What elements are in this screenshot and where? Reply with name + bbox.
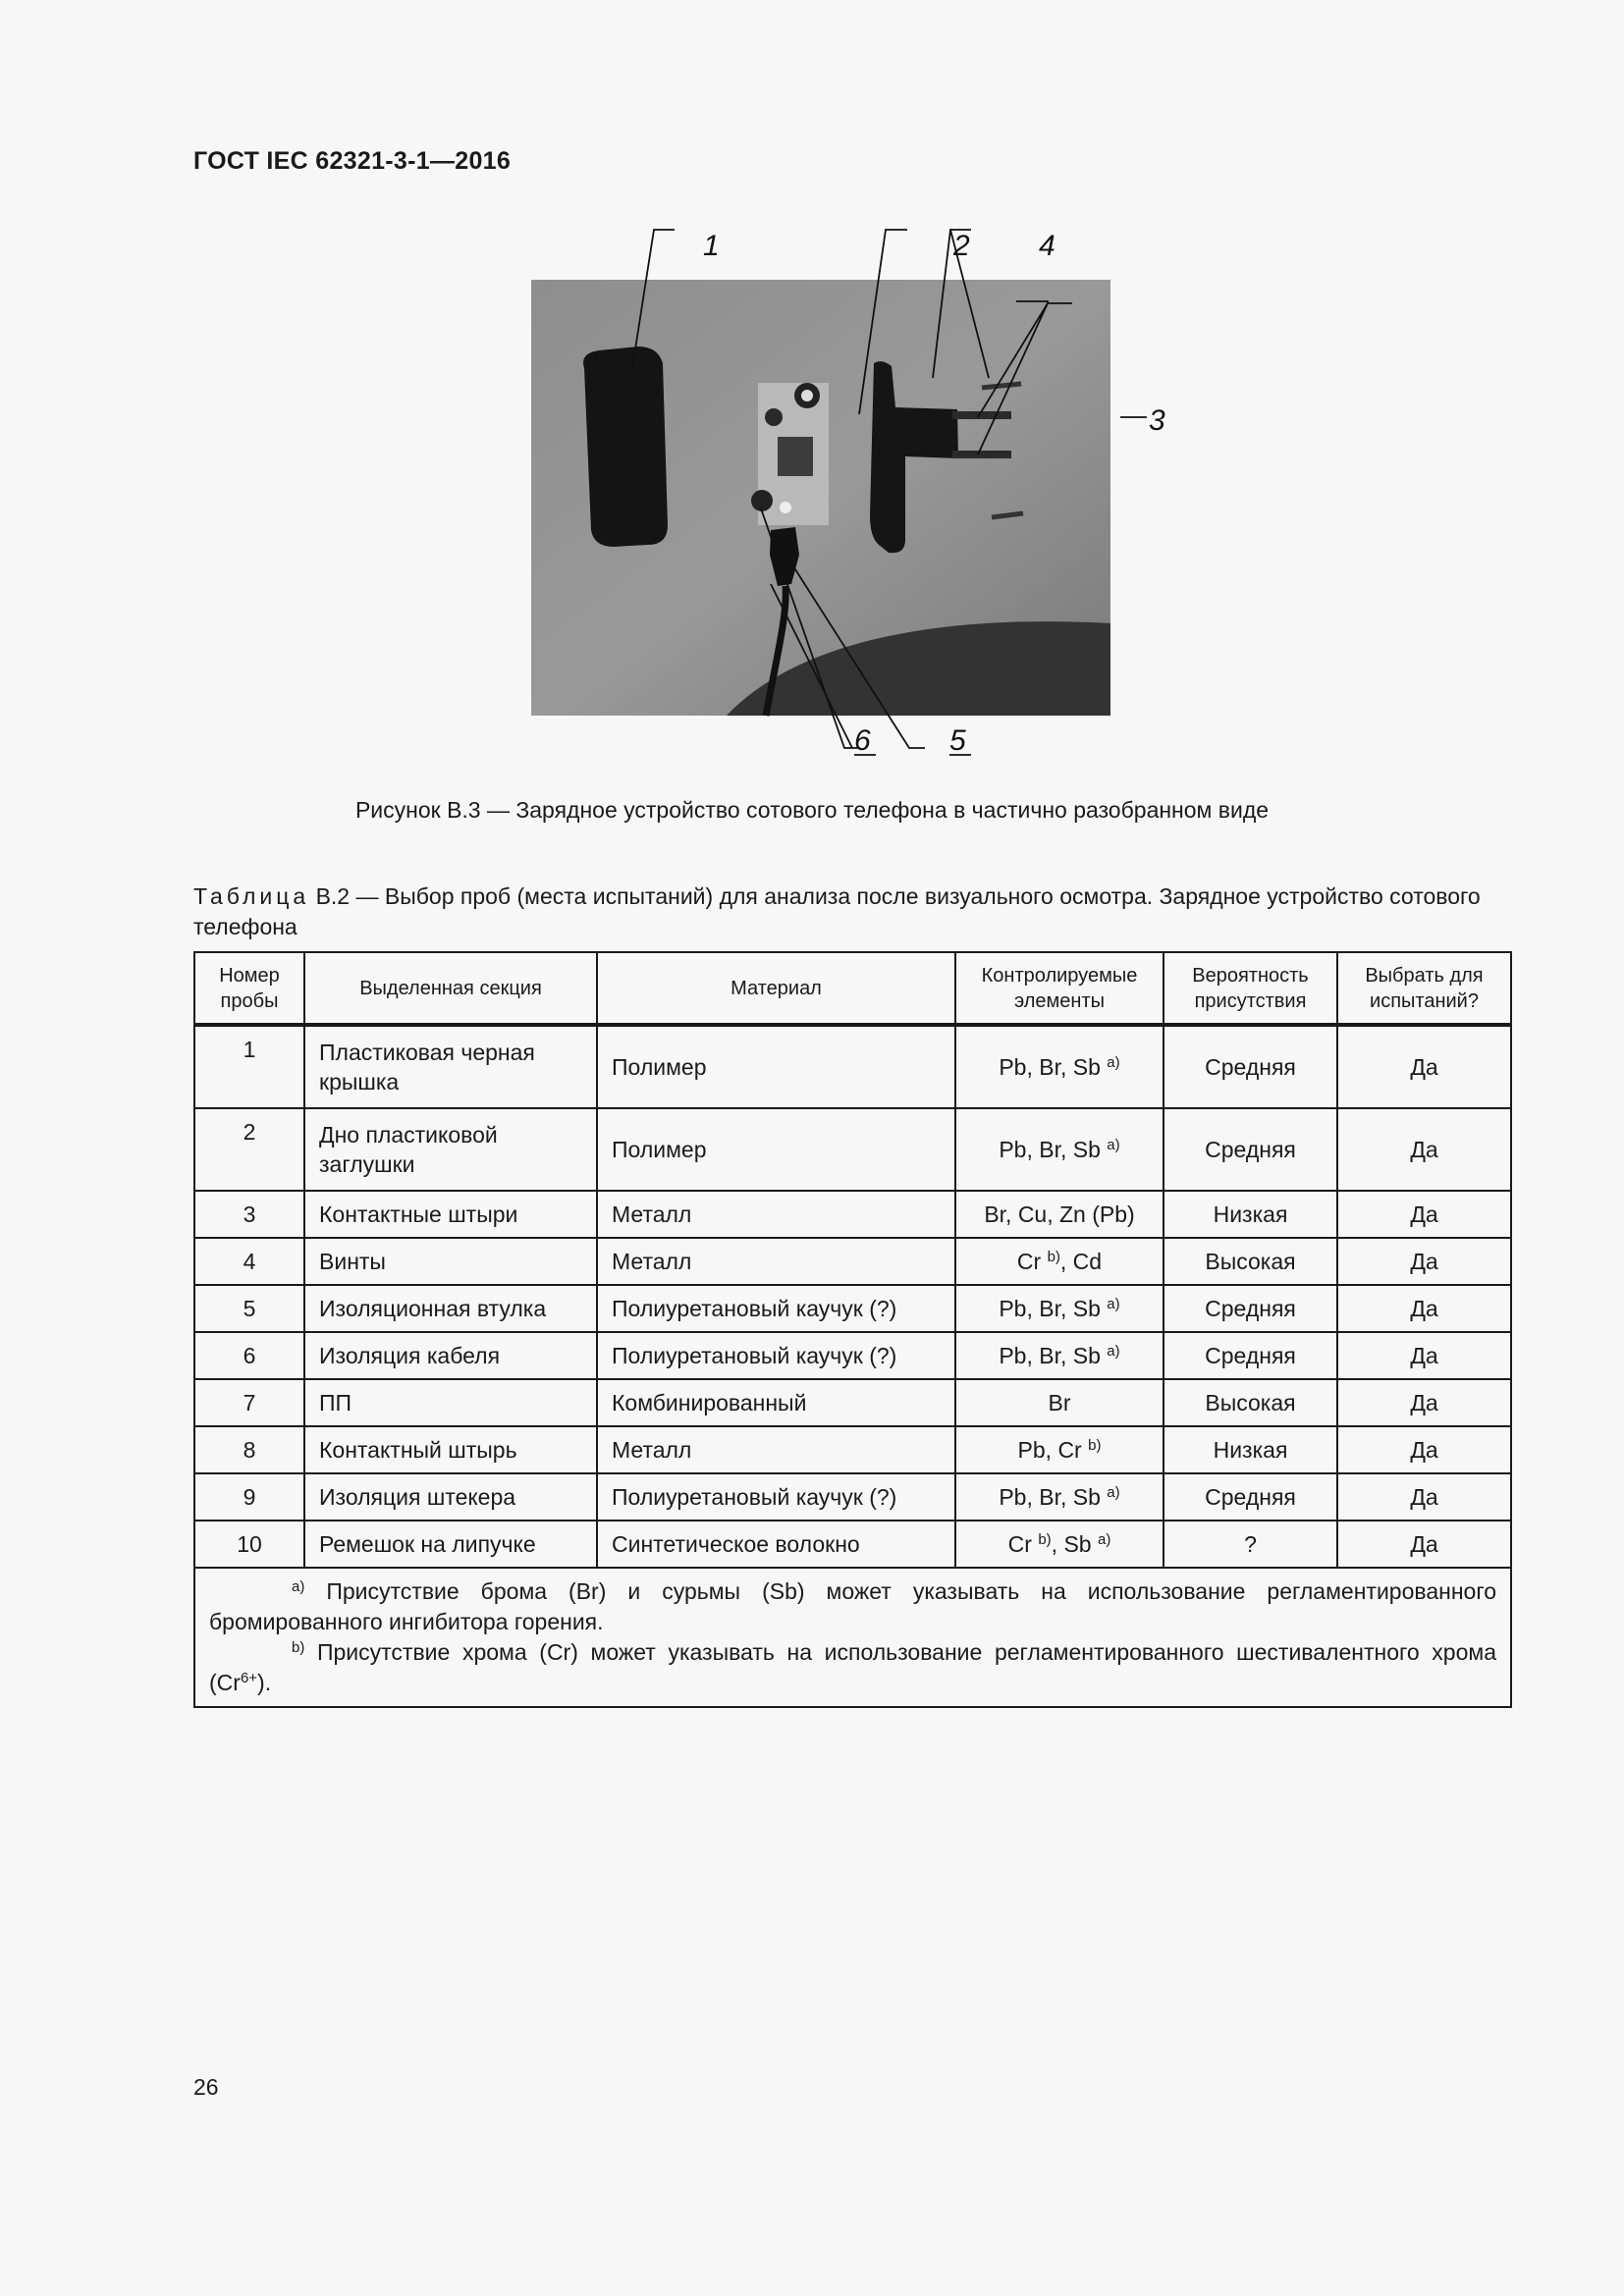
elements-cell: Pb, Cr $^{b)}$: [955, 1426, 1164, 1473]
table-row: [194, 1285, 1511, 1332]
select-cell: Да: [1337, 1285, 1511, 1332]
probability-cell: Низкая: [1164, 1426, 1337, 1473]
section-cell: Дно пластиковой заглушки: [304, 1108, 597, 1191]
figure-label: 5: [949, 724, 966, 757]
material-cell: Полиуретановый каучук (?): [597, 1332, 955, 1379]
table-notes-row: [194, 1568, 1511, 1707]
select-cell: Да: [1337, 1379, 1511, 1426]
figure-caption: Рисунок В.3 — Зарядное устройство сотового телефона в частично разобранном виде: [354, 797, 1270, 823]
elements-cell: Pb, Br, Sb $^{a)}$: [955, 1108, 1164, 1191]
column-header: Материал: [597, 952, 955, 1025]
contact-pin: [952, 451, 1011, 458]
footnote: $^{a)}$ Присутствие брома (Br) и сурьмы (Sb) может указывать на использование регламентированного бромированного ингибитора горения.: [209, 1578, 1496, 1634]
table-title: [193, 881, 1509, 942]
elements-cell: Pb, Br, Sb $^{a)}$: [955, 1285, 1164, 1332]
sample-number: 7: [194, 1379, 304, 1426]
table-title-text: В.2 — Выбор проб (места испытаний) для анализа после визуального осмотра. Зарядное устройство сотового телефона: [193, 883, 1481, 939]
material-cell: Комбинированный: [597, 1379, 955, 1426]
column-header: Контролируемые элементы: [955, 952, 1164, 1025]
charger-photo-figure: [520, 221, 1208, 771]
column-header: Вероятность присутствия: [1164, 952, 1337, 1025]
elements-cell: Br, Cu, Zn (Pb): [955, 1191, 1164, 1238]
sample-number: 9: [194, 1473, 304, 1521]
sample-number: 8: [194, 1426, 304, 1473]
sample-number: 4: [194, 1238, 304, 1285]
elements-cell: Pb, Br, Sb $^{a)}$: [955, 1332, 1164, 1379]
section-cell: Ремешок на липучке: [304, 1521, 597, 1568]
elements-cell: Cr $^{b)}$, Cd: [955, 1238, 1164, 1285]
table-row: [194, 1332, 1511, 1379]
section-cell: Изоляционная втулка: [304, 1285, 597, 1332]
sample-number: 1: [194, 1025, 304, 1108]
material-cell: Металл: [597, 1191, 955, 1238]
table-row: [194, 1108, 1511, 1191]
material-cell: Полимер: [597, 1025, 955, 1108]
footnote: $^{b)}$ Присутствие хрома (Cr) может указывать на использование регламентированного шестивалентного хрома $(Cr^{6+})$.: [209, 1639, 1496, 1695]
elements-cell: Pb, Br, Sb $^{a)}$: [955, 1473, 1164, 1521]
material-cell: Полимер: [597, 1108, 955, 1191]
probability-cell: Средняя: [1164, 1473, 1337, 1521]
elements-cell: Pb, Br, Sb $^{a)}$: [955, 1025, 1164, 1108]
figure: [520, 221, 1208, 771]
elements-cell: Cr $^{b)}$, Sb $^{a)}$: [955, 1521, 1164, 1568]
select-cell: Да: [1337, 1238, 1511, 1285]
select-cell: Да: [1337, 1332, 1511, 1379]
select-cell: Да: [1337, 1108, 1511, 1191]
table-title-label: Таблица: [193, 883, 310, 909]
contact-pin: [952, 411, 1011, 419]
section-cell: Контактные штыри: [304, 1191, 597, 1238]
black-cover-part: [583, 347, 668, 547]
material-cell: Полиуретановый каучук (?): [597, 1285, 955, 1332]
probability-cell: Высокая: [1164, 1238, 1337, 1285]
section-cell: Контактный штырь: [304, 1426, 597, 1473]
select-cell: Да: [1337, 1191, 1511, 1238]
elements-cell: Br: [955, 1379, 1164, 1426]
column-header: Выбрать для испытаний?: [1337, 952, 1511, 1025]
figure-label: 1: [703, 230, 720, 262]
material-cell: Полиуретановый каучук (?): [597, 1473, 955, 1521]
probability-cell: ?: [1164, 1521, 1337, 1568]
material-cell: Синтетическое волокно: [597, 1521, 955, 1568]
sample-number: 5: [194, 1285, 304, 1332]
figure-label: 4: [1039, 230, 1056, 262]
sample-number: 6: [194, 1332, 304, 1379]
table-row: [194, 1473, 1511, 1521]
figure-label: 3: [1149, 404, 1165, 437]
probability-cell: Средняя: [1164, 1332, 1337, 1379]
material-cell: Металл: [597, 1426, 955, 1473]
select-cell: Да: [1337, 1473, 1511, 1521]
table-notes: [194, 1568, 1511, 1707]
sample-number: 2: [194, 1108, 304, 1191]
probability-cell: Средняя: [1164, 1285, 1337, 1332]
sample-number: 10: [194, 1521, 304, 1568]
table-row: [194, 1191, 1511, 1238]
sample-number: 3: [194, 1191, 304, 1238]
section-cell: Винты: [304, 1238, 597, 1285]
select-cell: Да: [1337, 1521, 1511, 1568]
column-header: Номер пробы: [194, 952, 304, 1025]
probability-cell: Средняя: [1164, 1108, 1337, 1191]
figure-label: 2: [953, 230, 970, 262]
table-row: [194, 1521, 1511, 1568]
table-row: [194, 1025, 1511, 1108]
select-cell: Да: [1337, 1025, 1511, 1108]
table-header-row: [194, 952, 1511, 1025]
material-cell: Металл: [597, 1238, 955, 1285]
probability-cell: Высокая: [1164, 1379, 1337, 1426]
section-cell: Пластиковая черная крышка: [304, 1025, 597, 1108]
page-number: 26: [193, 2074, 219, 2100]
section-cell: ПП: [304, 1379, 597, 1426]
table-row: [194, 1238, 1511, 1285]
figure-label: 6: [854, 724, 871, 757]
section-cell: Изоляция штекера: [304, 1473, 597, 1521]
document-header: ГОСТ IEC 62321-3-1—2016: [193, 147, 512, 175]
column-header: Выделенная секция: [304, 952, 597, 1025]
probability-cell: Низкая: [1164, 1191, 1337, 1238]
sample-selection-table: [193, 951, 1512, 1708]
select-cell: Да: [1337, 1426, 1511, 1473]
section-cell: Изоляция кабеля: [304, 1332, 597, 1379]
probability-cell: Средняя: [1164, 1025, 1337, 1108]
table-row: [194, 1426, 1511, 1473]
table-row: [194, 1379, 1511, 1426]
